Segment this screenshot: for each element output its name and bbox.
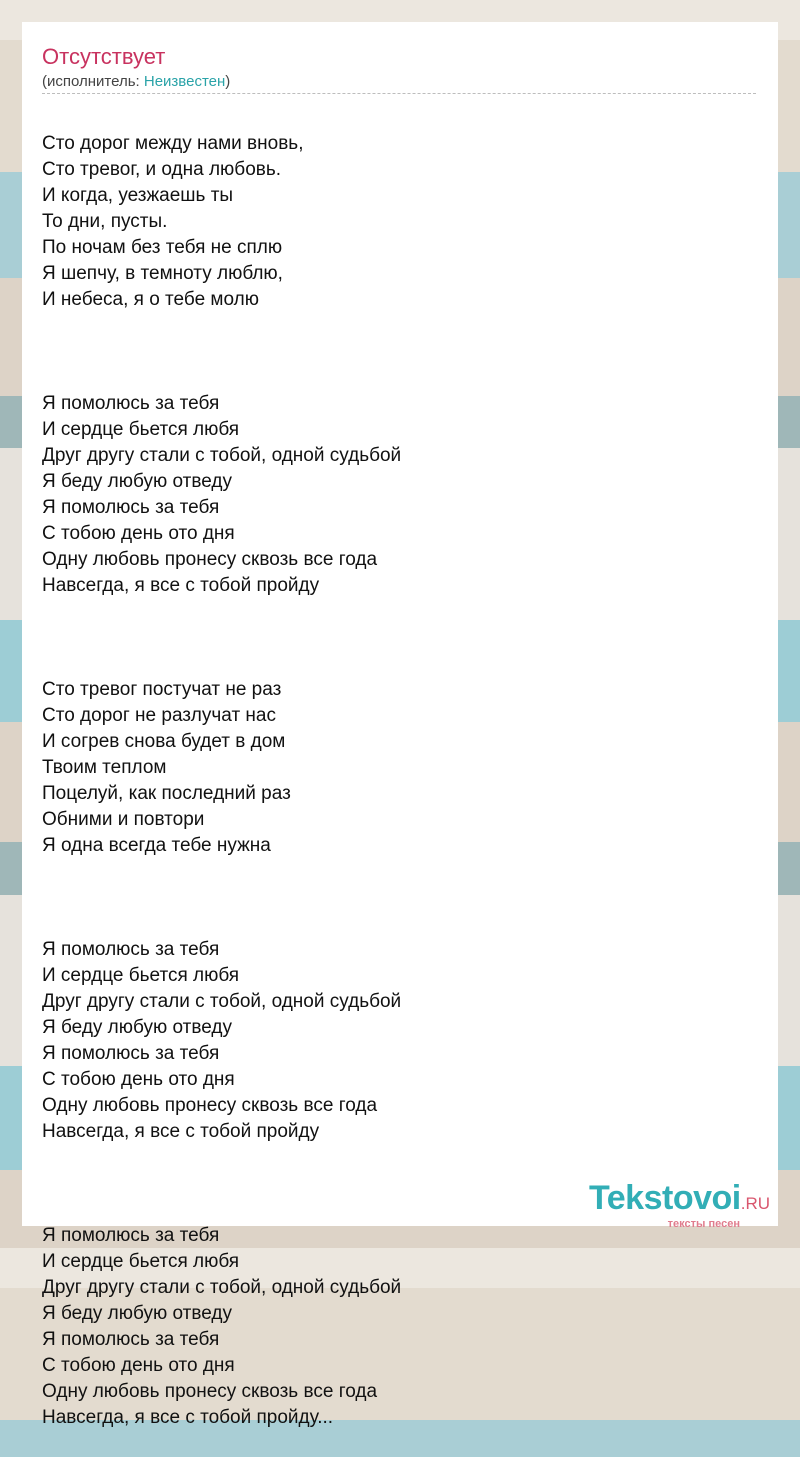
lyrics-chorus: Я помолюсь за тебя И сердце бьется любя Друг другу стали с тобой, одной судьбой Я беду любую отведу Я помолюсь за тебя С тобою день ото дня Одну любовь пронесу сквозь все года Навсегда, я все с тобой пройду: [42, 939, 402, 1142]
lyrics-verse: Сто тревог постучат не раз Сто дорог не разлучат нас И согрев снова будет в дом Твоим теплом Поцелуй, как последний раз Обними и повтори Я одна всегда тебе нужна: [42, 679, 291, 856]
lyrics-spacer: [42, 885, 742, 911]
logo-domain: .RU: [740, 1194, 770, 1213]
artist-prefix: (исполнитель:: [42, 73, 144, 90]
lyrics-verse: Сто дорог между нами вновь, Сто тревог, и одна любовь. И когда, уезжаешь ты То дни, пусты. По ночам без тебя не сплю Я шепчу, в темноту люблю, И небеса, я о тебе молю: [42, 133, 304, 310]
lyrics-body: [42, 105, 742, 1457]
artist-link[interactable]: Неизвестен: [143, 73, 226, 90]
artist-suffix: ): [225, 73, 231, 90]
lyrics-spacer: [42, 339, 742, 365]
divider: [42, 93, 756, 94]
lyrics-chorus: Я помолюсь за тебя И сердце бьется любя Друг другу стали с тобой, одной судьбой Я беду любую отведу Я помолюсь за тебя С тобою день ото дня Одну любовь пронесу сквозь все года Навсегда, я все с тобой пройду: [42, 393, 402, 596]
song-title: Отсутствует: [42, 44, 166, 69]
lyrics-chorus: Я помолюсь за тебя И сердце бьется любя Друг другу стали с тобой, одной судьбой Я беду любую отведу Я помолюсь за тебя С тобою день ото дня Одну любовь пронесу сквозь все года Навсегда, я все с тобой пройду...: [42, 1225, 402, 1428]
logo-name: Tekstovoi: [589, 1179, 741, 1217]
site-logo[interactable]: [589, 1180, 770, 1230]
lyrics-spacer: [42, 625, 742, 651]
artist-line: [42, 73, 230, 90]
logo-tagline: тексты песен: [667, 1218, 740, 1230]
lyrics-sheet: [22, 22, 778, 1428]
logo-wordmark: [589, 1180, 770, 1222]
